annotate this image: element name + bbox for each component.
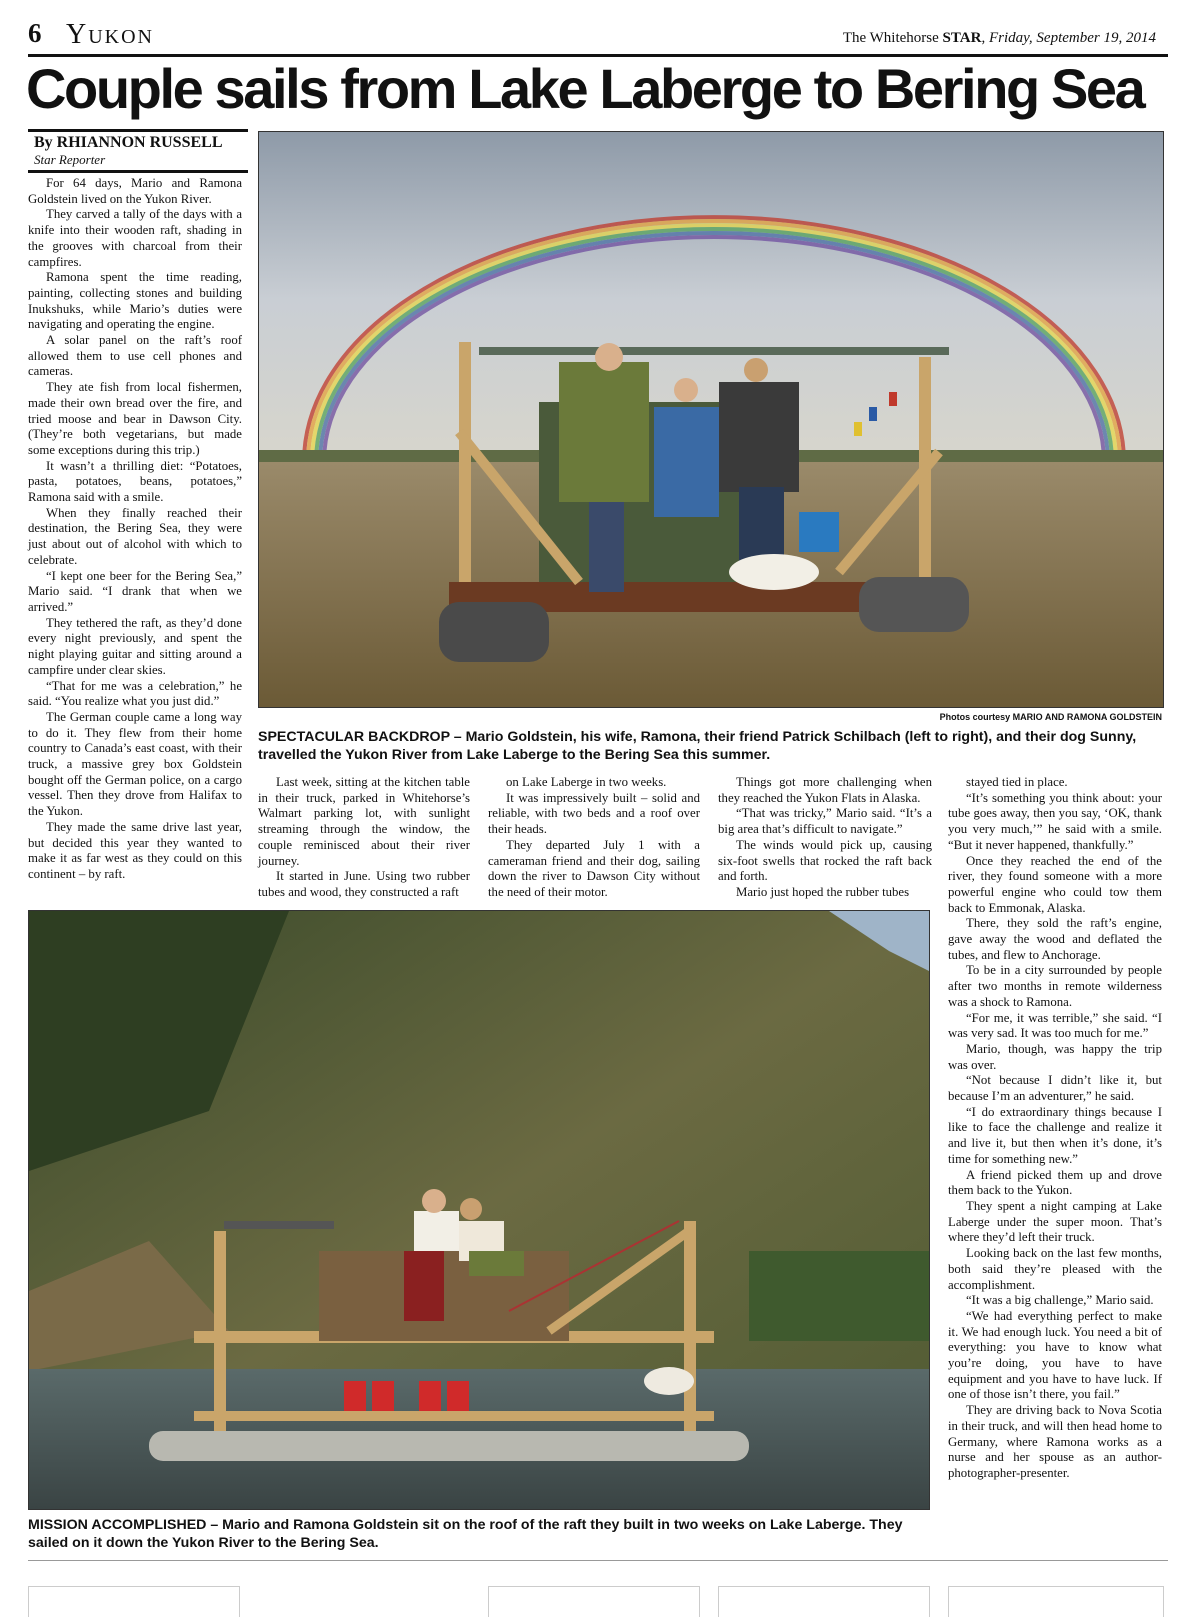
photo-top-caption: SPECTACULAR BACKDROP – Mario Goldstein, his wife, Ramona, their friend Patrick Schilbach (left to right), and their dog Sunny, travelled the Yukon River from Lake Laberge to the Bering Sea this summer. (258, 729, 1137, 763)
article-paragraph: “That for me was a celebration,” he said. “You realize what you just did.” (28, 678, 242, 709)
article-paragraph: on Lake Laberge in two weeks. (506, 775, 667, 789)
article-paragraph: It started in June. Using two rubber tubes and wood, they constructed a raft (258, 869, 470, 899)
paper-name: The Whitehorse (842, 30, 939, 46)
article-paragraph: They made the same drive last year, but decided this year they wanted to make it as far west as they could on this continent – by raft. (28, 819, 242, 881)
byline-box (28, 129, 248, 173)
headline: Couple sails from Lake Laberge to Bering Sea (26, 57, 1144, 120)
article-paragraph: It wasn’t a thrilling diet: “Potatoes, pasta, potatoes, beans, potatoes,” Ramona said with a smile. (28, 458, 242, 505)
article-paragraph: They departed July 1 with a cameraman friend and their dog, sailing down the river to Dawson City without the need of their motor. (488, 837, 700, 899)
article-column-2 (258, 775, 470, 901)
footer-ad-slot-1 (28, 1586, 240, 1617)
article-paragraph: A friend picked them up and drove them back to the Yukon. (948, 1167, 1162, 1198)
article-paragraph: “We had everything perfect to make it. We had enough luck. You need a bit of everything: you have to know what you’re doing, you have to have equipment and you have to have luck. If one of those isn’t there, you fail.” (948, 1308, 1162, 1402)
bottom-rule (28, 1560, 1168, 1561)
article-paragraph: The German couple came a long way to do it. They flew from their home country to Canada’s east coast, with their truck, a massive grey box Goldstein bought off the German police, on a cargo vessel. Then they drove from Halifax to the Yukon. (28, 709, 242, 819)
article-paragraph: They spent a night camping at Lake Laberge under the super moon. That’s where they’d left their truck. (948, 1198, 1162, 1245)
article-paragraph: Once they reached the end of the river, they found someone with a more powerful engine who could tow them back to Emmonak, Alaska. (948, 853, 1162, 915)
article-paragraph: “I kept one beer for the Bering Sea,” Mario said. “I drank that when we arrived.” (28, 568, 242, 614)
article-paragraph: Mario, though, was happy the trip was over. (948, 1041, 1162, 1072)
photo-credit: Photos courtesy MARIO AND RAMONA GOLDSTEIN (939, 712, 1162, 722)
article-paragraph: It was impressively built – solid and reliable, with two beds and a roof over their heads. (488, 790, 700, 837)
article-paragraph: Looking back on the last few months, both said they’re pleased with the accomplishment. (948, 1246, 1162, 1292)
article-column-3 (488, 775, 700, 901)
article-paragraph: They carved a tally of the days with a knife into their wooden raft, shading in the grooves with charcoal from their campfires. (28, 207, 242, 269)
article-paragraph: They ate fish from local fishermen, made their own bread over the fire, and tried moose and bear in Dawson City. (They’re both vegetarians, but made some exceptions during this trip.) (28, 380, 242, 457)
article-column-1 (28, 176, 242, 883)
article-paragraph: Last week, sitting at the kitchen table in their truck, parked in Whitehorse’s Walmart parking lot, with sunlight streaming through the window, the couple reminisced about their river journey. (258, 775, 470, 868)
article-paragraph: Ramona spent the time reading, painting, collecting stones and building Inukshuks, while Mario’s duties were navigating and operating the engine. (28, 270, 242, 332)
photo-rainbow-raft (258, 131, 1164, 708)
article-paragraph: “It’s something you think about: your tube goes away, then you say, ‘OK, thank you very much,’” he said with a smile. “But it never happened, thankfully.” (948, 790, 1162, 852)
footer-ad-slot-4 (948, 1586, 1164, 1617)
byline-role: Star Reporter (34, 152, 106, 167)
article-paragraph: stayed tied in place. (966, 775, 1068, 789)
article-paragraph: “I do extraordinary things because I like to face the challenge and realize it and live it, but then when it’s done, it’s time for something new.” (948, 1104, 1162, 1166)
issue-date: Friday, September 19, 2014 (988, 30, 1156, 46)
photo-raft-mountain (28, 910, 930, 1510)
byline-author: By RHIANNON RUSSELL (34, 134, 223, 151)
article-paragraph: The winds would pick up, causing six-foot swells that rocked the raft back and forth. (718, 837, 932, 884)
article-paragraph: To be in a city surrounded by people after two months in remote wilderness was a shock to Ramona. (948, 963, 1162, 1009)
article-column-4 (718, 775, 932, 901)
article-column-5 (948, 775, 1162, 1482)
paper-name-bold: STAR (942, 30, 982, 46)
article-paragraph: There, they sold the raft’s engine, gave away the wood and deflated the tubes, and flew to Anchorage. (948, 916, 1162, 962)
article-paragraph: Things got more challenging when they reached the Yukon Flats in Alaska. (718, 775, 932, 805)
article-paragraph: “For me, it was terrible,” she said. “I was very sad. It was too much for me.” (948, 1010, 1162, 1041)
dateline: The Whitehorse STAR, Friday, September 19, 2014 (842, 30, 1156, 46)
photo-bottom-caption: MISSION ACCOMPLISHED – Mario and Ramona Goldstein sit on the roof of the raft they built in two weeks on Lake Laberge. They sailed on it down the Yukon River to the Bering Sea. (28, 1517, 903, 1551)
article-paragraph: “Not because I didn’t like it, but because I’m an adventurer,” he said. (948, 1073, 1162, 1104)
article-paragraph: Mario just hoped the rubber tubes (736, 884, 910, 899)
article-paragraph: They tethered the raft, as they’d done every night previously, and spent the night playing guitar and sitting around a campfire under clear skies. (28, 615, 242, 677)
section-name: Yukon (66, 19, 154, 50)
footer-ad-slot-3 (718, 1586, 930, 1617)
article-paragraph: A solar panel on the raft’s roof allowed them to use cell phones and cameras. (28, 333, 242, 379)
article-paragraph: When they finally reached their destination, the Bering Sea, they were just about out of alcohol with which to celebrate. (28, 505, 242, 567)
page-number: 6 (28, 18, 42, 48)
article-paragraph: For 64 days, Mario and Ramona Goldstein lived on the Yukon River. (28, 176, 242, 206)
footer-ad-slot-2 (488, 1586, 700, 1617)
article-paragraph: “It was a big challenge,” Mario said. (966, 1293, 1154, 1308)
article-paragraph: “That was tricky,” Mario said. “It’s a big area that’s difficult to navigate.” (718, 806, 932, 837)
article-paragraph: They are driving back to Nova Scotia in their truck, and will then head home to Germany, where Ramona works as a nurse and her spouse as an author-photographer-presenter. (948, 1403, 1162, 1480)
